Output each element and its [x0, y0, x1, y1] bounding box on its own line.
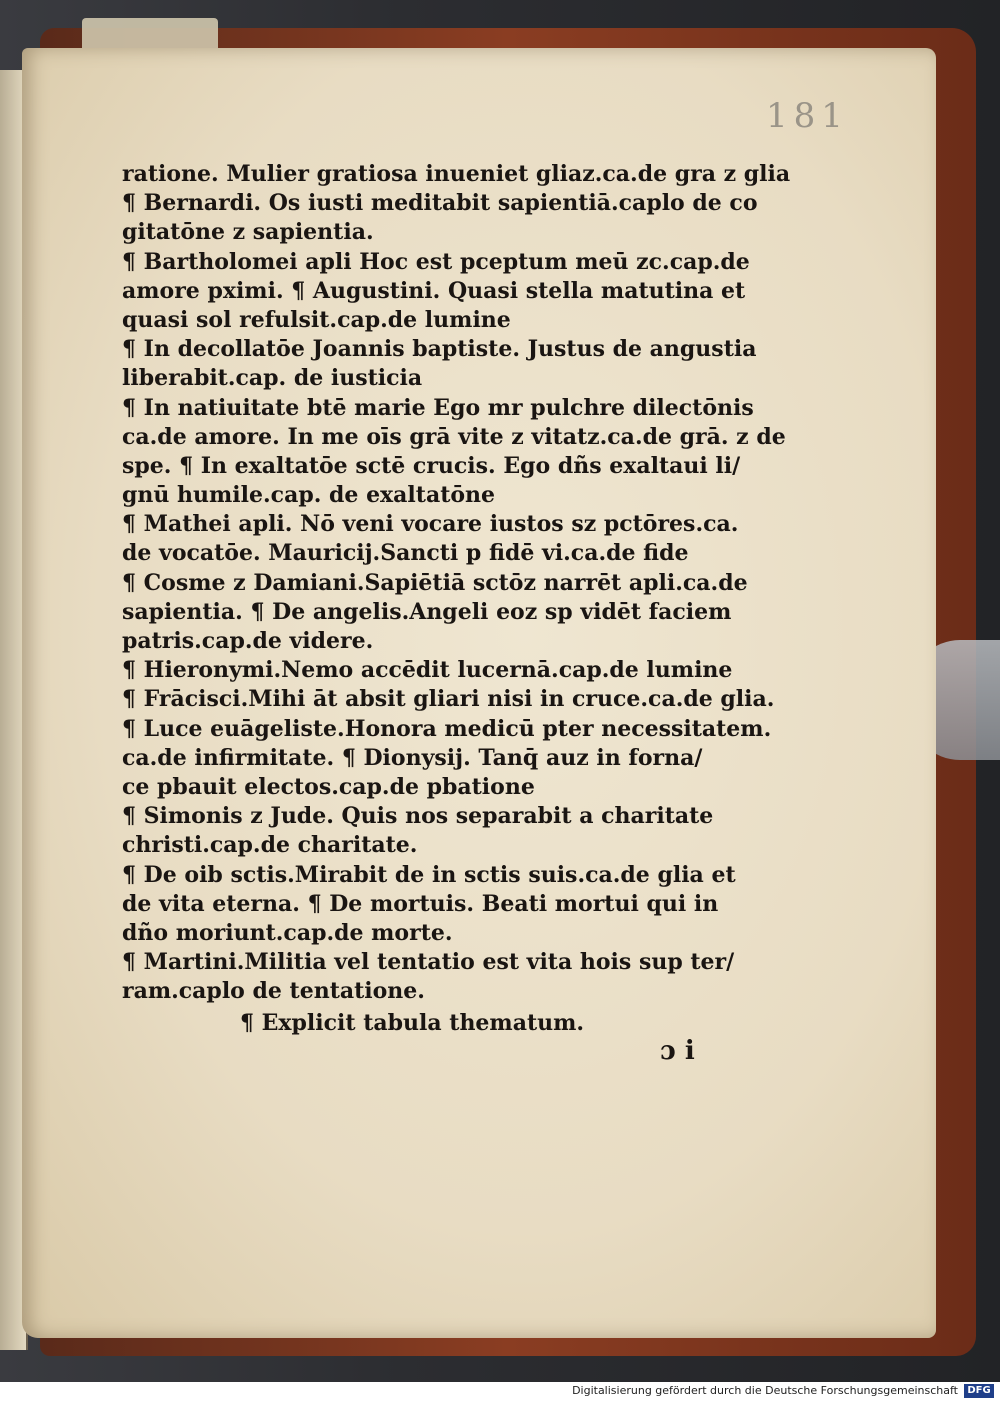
- text-line: quasi sol refulsit.cap.de lumine: [122, 306, 511, 333]
- text-line: ce pbauit electos.cap.de pbatione: [122, 773, 535, 800]
- text-line: ¶ In natiuitate btē marie Ego mr pulchre dilectōnis: [122, 394, 754, 421]
- text-line: liberabit.cap. de iusticia: [122, 365, 423, 392]
- text-line: spe. ¶ In exaltatōe sctē crucis. Ego dñs exaltaui li/: [122, 452, 741, 479]
- text-line: ¶ Bernardi. Os iusti meditabit sapientiā.caplo de co: [122, 190, 758, 217]
- foliation-number: 181: [766, 96, 849, 136]
- text-line: amore pximi. ¶ Augustini. Quasi stella matutina et: [122, 277, 746, 304]
- text-line: ca.de infirmitate. ¶ Dionysij. Tanq̄ auz in forna/: [122, 744, 703, 771]
- text-line: ¶ Simonis z Jude. Quis nos separabit a charitate: [122, 803, 714, 830]
- text-line: ¶ Cosme z Damiani.Sapiētiā sctōz narrēt apli.ca.de: [122, 569, 748, 596]
- text-line: ratione. Mulier gratiosa inueniet gliaz.ca.de gra z glia: [122, 161, 791, 187]
- text-line: de vocatōe. Mauricij.Sancti p fidē vi.ca.de fide: [122, 540, 689, 567]
- footer-credit: Digitalisierung gefördert durch die Deutsche Forschungsgemeinschaft: [572, 1384, 958, 1397]
- text-line: ¶ Martini.Militia vel tentatio est vita hois sup ter/: [122, 949, 735, 976]
- text-line: patris.cap.de videre.: [122, 628, 374, 654]
- text-line: dño moriunt.cap.de morte.: [122, 919, 453, 946]
- text-line: ca.de amore. In me oīs grā vite z vitatz.ca.de grā. z de: [122, 423, 786, 450]
- text-line: ram.caplo de tentatione.: [122, 978, 425, 1005]
- text-line: sapientia. ¶ De angelis.Angeli eoz sp vidēt faciem: [122, 598, 732, 625]
- text-line: ¶ Hieronymi.Nemo accēdit lucernā.cap.de lumine: [122, 657, 733, 684]
- text-line: ¶ Frācisci.Mihi āt absit gliari nisi in cruce.ca.de glia.: [122, 686, 775, 713]
- text-line: gitatōne z sapientia.: [122, 219, 374, 246]
- text-line: christi.cap.de charitate.: [122, 832, 418, 859]
- text-block: [122, 160, 791, 1006]
- text-line: ¶ Mathei apli. Nō veni vocare iustos sz pctōres.ca.: [122, 511, 739, 538]
- signature-mark: ɔ i: [660, 1036, 695, 1066]
- text-line: ¶ In decollatōe Joannis baptiste. Justus de angustia: [122, 336, 757, 363]
- text-line: ¶ Luce euāgeliste.Honora medicū pter necessitatem.: [122, 715, 772, 742]
- text-line: gnū humile.cap. de exaltatōne: [122, 482, 496, 509]
- text-line: ¶ Bartholomei apli Hoc est pceptum meū zc.cap.de: [122, 248, 750, 275]
- dfg-logo: DFG: [964, 1384, 994, 1398]
- text-line: de vita eterna. ¶ De mortuis. Beati mortui qui in: [122, 890, 719, 917]
- text-line: ¶ De oib sctis.Mirabit de in sctis suis.ca.de glia et: [122, 861, 736, 888]
- explicit-line: ¶ Explicit tabula thematum.: [240, 1010, 585, 1036]
- footer-bar: [0, 1382, 1000, 1401]
